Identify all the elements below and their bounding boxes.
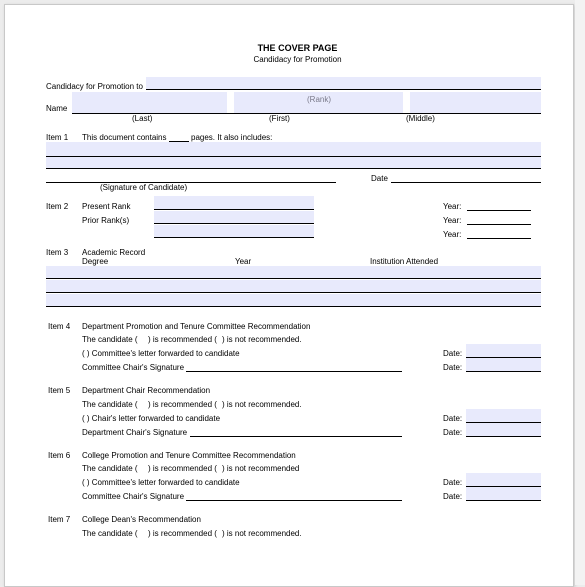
item1-text-b: pages. It also includes: bbox=[191, 133, 273, 142]
candidacy-rank-field[interactable] bbox=[146, 77, 541, 89]
academic-record-title: Academic Record bbox=[82, 248, 146, 257]
item4-date-label-2: Date: bbox=[443, 363, 463, 372]
item5-signature-line[interactable] bbox=[190, 436, 402, 437]
item5-candidate-a: The candidate ( bbox=[82, 400, 138, 409]
year-line-1[interactable] bbox=[467, 210, 531, 211]
item4-date-line-2 bbox=[466, 371, 541, 372]
item4-date-label-1: Date: bbox=[443, 349, 463, 358]
academic-row-3[interactable] bbox=[46, 294, 541, 306]
item5-number: Item 5 bbox=[48, 386, 71, 395]
item6-candidate-b: ) is recommended ( bbox=[148, 464, 217, 473]
item5-date-label-1: Date: bbox=[443, 414, 463, 423]
item5-candidate-b: ) is recommended ( bbox=[148, 400, 217, 409]
item4-signature-label: Committee Chair's Signature bbox=[82, 363, 185, 372]
item4-signature-line[interactable] bbox=[186, 371, 402, 372]
last-label: (Last) bbox=[132, 114, 153, 123]
item1-number: Item 1 bbox=[46, 133, 69, 142]
item4-candidate-c: ) is not recommended. bbox=[222, 335, 302, 344]
first-label: (First) bbox=[269, 114, 290, 123]
item5-date-field-1[interactable] bbox=[466, 409, 541, 422]
academic-line-2 bbox=[46, 292, 541, 293]
item6-signature-line[interactable] bbox=[186, 500, 402, 501]
item6-date-field-1[interactable] bbox=[466, 473, 541, 486]
degree-header: Degree bbox=[82, 257, 109, 266]
item5-date-line-2 bbox=[466, 436, 541, 437]
item6-candidate-a: The candidate ( bbox=[82, 464, 138, 473]
item7-candidate-a: The candidate ( bbox=[82, 529, 138, 538]
item5-title: Department Chair Recommendation bbox=[82, 386, 211, 395]
academic-row-2[interactable] bbox=[46, 280, 541, 292]
prior-rank-line-1 bbox=[154, 223, 314, 224]
item4-candidate-b: ) is recommended ( bbox=[148, 335, 217, 344]
signature-caption: (Signature of Candidate) bbox=[100, 183, 188, 192]
last-name-field[interactable] bbox=[72, 92, 227, 113]
item1-text-a: This document contains bbox=[82, 133, 167, 142]
item7-candidate-c: ) is not recommended. bbox=[222, 529, 302, 538]
candidacy-label: Candidacy for Promotion to bbox=[46, 82, 143, 91]
middle-label: (Middle) bbox=[406, 114, 435, 123]
item5-letter: ( ) Chair's letter forwarded to candidate bbox=[82, 414, 221, 423]
year-label-2: Year: bbox=[443, 216, 462, 225]
item5-date-field-2[interactable] bbox=[466, 423, 541, 436]
prior-rank-line-2 bbox=[154, 237, 314, 238]
present-rank-label: Present Rank bbox=[82, 202, 131, 211]
present-rank-line bbox=[154, 209, 314, 210]
item6-letter: ( ) Committee's letter forwarded to candidate bbox=[82, 478, 240, 487]
year-line-2[interactable] bbox=[467, 224, 531, 225]
item6-number: Item 6 bbox=[48, 451, 71, 460]
item5-candidate-c: ) is not recommended. bbox=[222, 400, 302, 409]
candidacy-underline bbox=[146, 89, 541, 90]
page-subtitle: Candidacy for Promotion bbox=[253, 55, 342, 64]
institution-header: Institution Attended bbox=[370, 257, 439, 266]
item1-date-line[interactable] bbox=[391, 182, 541, 183]
year-line-3[interactable] bbox=[467, 238, 531, 239]
item4-letter: ( ) Committee's letter forwarded to candidate bbox=[82, 349, 240, 358]
item3-number: Item 3 bbox=[46, 248, 69, 257]
present-rank-field[interactable] bbox=[154, 196, 314, 209]
page-title: THE COVER PAGE bbox=[257, 43, 338, 53]
item6-date-line-2 bbox=[466, 500, 541, 501]
scrollbar[interactable] bbox=[575, 0, 585, 585]
year-header: Year bbox=[235, 257, 252, 266]
year-label-3: Year: bbox=[443, 230, 462, 239]
rank-placeholder: (Rank) bbox=[307, 95, 332, 104]
item4-candidate-a: The candidate ( bbox=[82, 335, 138, 344]
item4-date-field-1[interactable] bbox=[466, 344, 541, 357]
item4-title: Department Promotion and Tenure Committee Recommendation bbox=[82, 322, 311, 331]
item6-date-label-1: Date: bbox=[443, 478, 463, 487]
prior-rank-field-2[interactable] bbox=[154, 225, 314, 237]
item7-candidate-b: ) is recommended ( bbox=[148, 529, 217, 538]
academic-line-3 bbox=[46, 306, 541, 307]
item7-title: College Dean's Recommendation bbox=[82, 515, 201, 524]
item7-number: Item 7 bbox=[48, 515, 71, 524]
year-label-1: Year: bbox=[443, 202, 462, 211]
item1-date-label: Date bbox=[371, 174, 388, 183]
item6-candidate-c: ) is not recommended bbox=[222, 464, 300, 473]
item6-title: College Promotion and Tenure Committee Recommendation bbox=[82, 451, 296, 460]
item1-includes-field-1[interactable] bbox=[46, 142, 541, 156]
academic-row-1[interactable] bbox=[46, 266, 541, 278]
candidate-signature-line[interactable] bbox=[46, 182, 336, 183]
item6-date-field-2[interactable] bbox=[466, 487, 541, 500]
item4-date-field-2[interactable] bbox=[466, 358, 541, 371]
item6-signature-label: Committee Chair's Signature bbox=[82, 492, 185, 501]
item5-date-label-2: Date: bbox=[443, 428, 463, 437]
item1-line-2 bbox=[46, 168, 541, 169]
item1-includes-field-2[interactable] bbox=[46, 157, 541, 168]
middle-name-field[interactable] bbox=[410, 92, 541, 113]
prior-rank-field-1[interactable] bbox=[154, 211, 314, 223]
academic-line-1 bbox=[46, 278, 541, 279]
item4-number: Item 4 bbox=[48, 322, 71, 331]
item2-number: Item 2 bbox=[46, 202, 69, 211]
name-label: Name bbox=[46, 104, 68, 113]
item6-date-label-2: Date: bbox=[443, 492, 463, 501]
item5-signature-label: Department Chair's Signature bbox=[82, 428, 188, 437]
prior-ranks-label: Prior Rank(s) bbox=[82, 216, 130, 225]
